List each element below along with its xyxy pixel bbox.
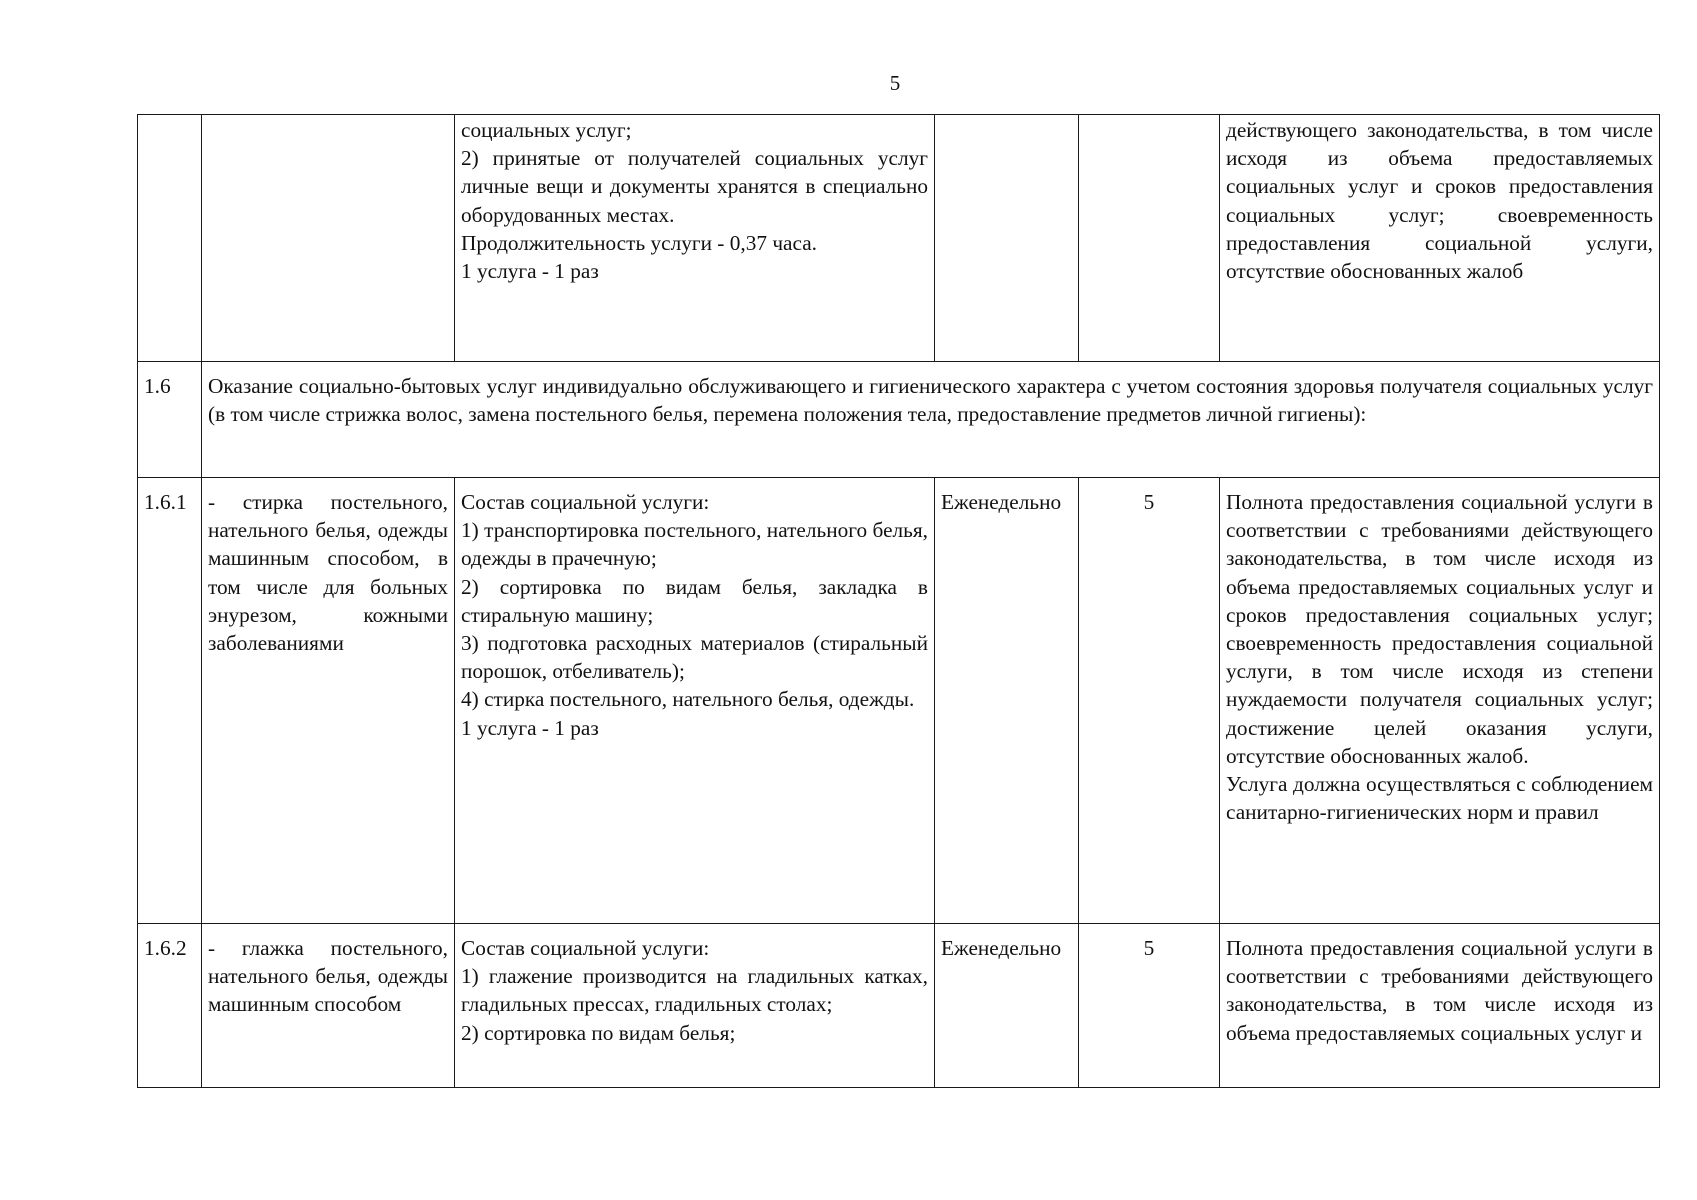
section-title-cell: Оказание социально-бытовых услуг индивидуально обслуживающего и гигиенического характера с учетом состояния здоровья получателя социальных услуг (в том числе стрижка волос, замена постельного белья, перемена положения тела, предоставление предметов личной гигиены): — [202, 362, 1660, 478]
row-number-cell: 1.6.2 — [138, 924, 202, 1088]
frequency-cell: Еженедельно — [935, 478, 1079, 924]
table-row — [138, 924, 1660, 1088]
criteria-cell — [1220, 924, 1660, 1088]
service-name-cell — [202, 115, 455, 362]
volume-cell: 5 — [1079, 924, 1220, 1088]
services-table — [137, 114, 1660, 1088]
row-number-cell: 1.6 — [138, 362, 202, 478]
composition-line: Состав социальной услуги: — [461, 936, 710, 960]
service-name-cell: - стирка постельного, нательного белья, одежды машинным способом, в том числе для больных энурезом, кожными заболеваниями — [202, 478, 455, 924]
composition-line: 1 услуга - 1 раз — [461, 259, 599, 284]
service-composition-cell — [455, 478, 935, 924]
criteria-paragraph: действующего законодательства, в том числе исходя из объема предоставляемых социальных услуг и сроков предоставления социальных услуг; своевременность предоставления социальной услуги, отсутствие обоснованных жалоб — [1226, 118, 1653, 284]
table-row — [138, 362, 1660, 478]
volume-cell — [1079, 115, 1220, 362]
composition-line: 2) сортировка по видам белья, закладка в стиральную машину; — [461, 574, 928, 627]
criteria-cell — [1220, 115, 1660, 362]
service-composition-cell — [455, 115, 935, 362]
composition-line: 1 услуга - 1 раз — [461, 715, 599, 740]
service-name-cell: - глажка постельного, нательного белья, одежды машинным способом — [202, 924, 455, 1088]
criteria-paragraph: Полнота предоставления социальной услуги в соответствии с требованиями действующего законодательства, в том числе исходя из объема предоставляемых социальных услуг и сроков предоставления социальных услуг; своевременность предоставления социальной услуги, в том числе исходя из степени нуждаемости получателя социальных услуг; достижение целей оказания услуги, отсутствие обоснованных жалоб. — [1226, 490, 1653, 768]
composition-line: 4) стирка постельного, нательного белья, одежды. — [461, 687, 915, 712]
composition-line: 1) транспортировка постельного, нательного белья, одежды в прачечную; — [461, 518, 928, 571]
composition-line: Состав социальной услуги: — [461, 490, 710, 514]
table-row — [138, 115, 1660, 362]
composition-line: 2) принятые от получателей социальных услуг личные вещи и документы хранятся в специально оборудованных местах. — [461, 146, 928, 227]
composition-line: 3) подготовка расходных материалов (стиральный порошок, отбеливатель); — [461, 631, 928, 684]
frequency-cell — [935, 115, 1079, 362]
page-number: 5 — [889, 71, 901, 95]
composition-line: 2) сортировка по видам белья; — [461, 1020, 736, 1045]
service-composition-cell — [455, 924, 935, 1088]
criteria-paragraph: Полнота предоставления социальной услуги в соответствии с требованиями действующего законодательства, в том числе исходя из объема предоставляемых социальных услуг и — [1226, 936, 1653, 1045]
table-row — [138, 478, 1660, 924]
volume-cell: 5 — [1079, 478, 1220, 924]
composition-line: социальных услуг; — [461, 118, 632, 142]
composition-line: Продолжительность услуги - 0,37 часа. — [461, 230, 817, 255]
criteria-cell — [1220, 478, 1660, 924]
composition-line: 1) глажение производится на гладильных катках, гладильных прессах, гладильных столах; — [461, 964, 928, 1017]
row-number-cell: 1.6.1 — [138, 478, 202, 924]
frequency-cell: Еженедельно — [935, 924, 1079, 1088]
row-number-cell — [138, 115, 202, 362]
criteria-paragraph: Услуга должна осуществляться с соблюдением санитарно-гигиенических норм и правил — [1226, 772, 1653, 825]
